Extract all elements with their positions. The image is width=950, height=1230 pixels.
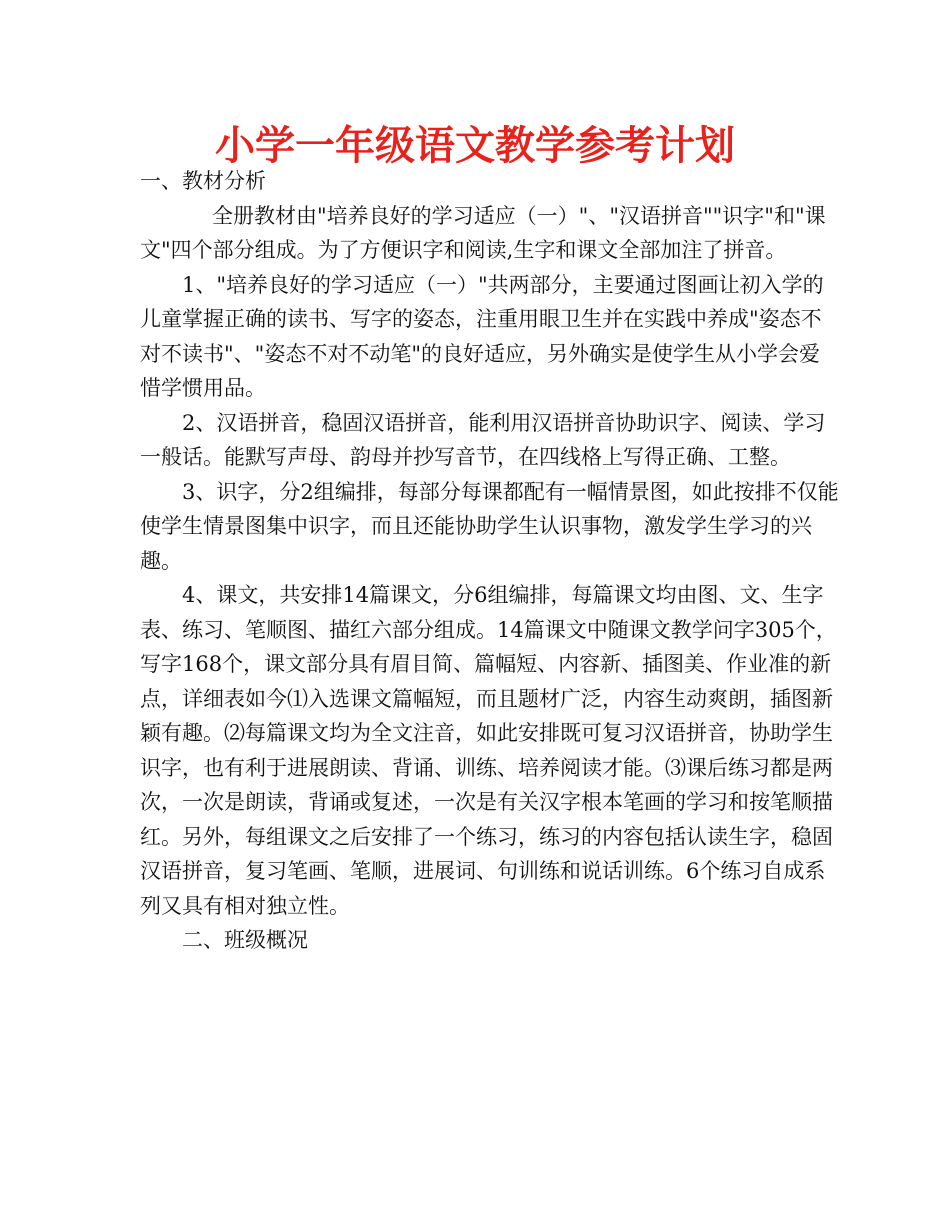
paragraph-pinyin: 2、汉语拼音，稳固汉语拼音，能利用汉语拼音协助识字、阅读、学习一般话。能默写声母、韵母并抄写音节，在四线格上写得正确、工整。 xyxy=(140,410,826,469)
section-heading-class: 二、班级概况 xyxy=(182,928,308,952)
section-heading-materials: 一、教材分析 xyxy=(140,169,266,193)
paragraph-literacy: 3、识字，分2组编排，每部分每课都配有一幅情景图，如此按排不仅能使学生情景图集中识字，而且还能协助学生认识事物，激发学生学习的兴趣。 xyxy=(140,479,839,573)
paragraph-texts: 4、课文，共安排14篇课文，分6组编排，每篇课文均由图、文、生字表、练习、笔顺图、描红六部分组成。14篇课文中随课文教学问字305个，写字168个，课文部分具有眉目简、篇幅短、内容新、插图美、作业准的新点，详细表如今⑴入选课文篇幅短，而且题材广泛，内容生动爽朗，插图新颖有趣。⑵每篇课文均为全文注音，如此安排既可复习汉语拼音，协助学生识字，也有利于进展朗读、背诵、训练、培养阅读才能。⑶课后练习都是两次，一次是朗读，背诵或复述，一次是有关汉字根本笔画的学习和按笔顺描红。另外，每组课文之后安排了一个练习，练习的内容包括认读生字，稳固汉语拼音，复习笔画、笔顺，进展词、句训练和说话训练。6个练习自成系列又具有相对独立性。 xyxy=(140,583,837,918)
paragraph-intro: 全册教材由"培养良好的学习适应（一）"、"汉语拼音""识字"和"课文"四个部分组成。为了方便识字和阅读,生字和课文全部加注了拼音。 xyxy=(140,203,826,262)
document-body xyxy=(140,164,840,958)
document-title: 小学一年级语文教学参考计划 xyxy=(215,123,735,169)
paragraph-habits: 1、"培养良好的学习适应（一）"共两部分，主要通过图画让初入学的儿童掌握正确的读书、写字的姿态，注重用眼卫生并在实践中养成"姿态不对不读书"、"姿态不对不动笔"的良好适应，另外确实是使学生从小学会爱惜学惯用品。 xyxy=(140,272,824,400)
